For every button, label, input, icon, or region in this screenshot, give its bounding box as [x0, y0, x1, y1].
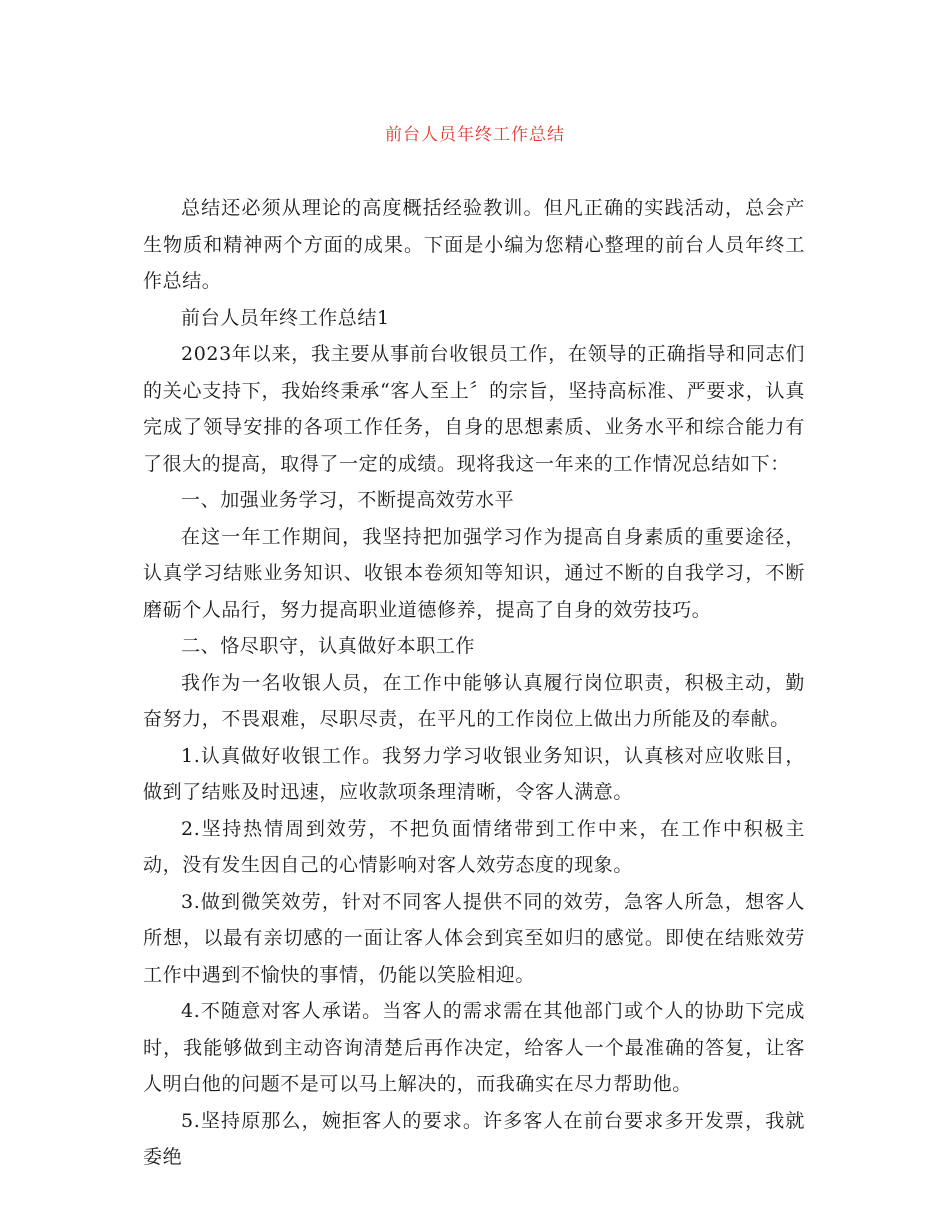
document-title: 前台人员年终工作总结	[385, 125, 565, 145]
section-heading: 前台人员年终工作总结1	[181, 306, 390, 329]
section-heading: 一、加强业务学习，不断提高效劳水平	[181, 489, 515, 511]
body-paragraph: 在这一年工作期间，我坚持把加强学习作为提高自身素质的重要途径，认真学习结账业务知识、收银本卷须知等知识，通过不断的自我学习，不断磨砺个人品行，努力提高职业道德修养，提高了自身的效劳技巧。	[143, 525, 805, 621]
list-item: 1.认真做好收银工作。我努力学习收银业务知识，认真核对应收账目，做到了结账及时迅速，应收款项条理清晰，令客人满意。	[143, 744, 805, 803]
body-paragraph: 我作为一名收银人员，在工作中能够认真履行岗位职责，积极主动，勤奋努力，不畏艰难，尽职尽责，在平凡的工作岗位上做出力所能及的奉献。	[143, 671, 805, 730]
list-item: 5.坚持原那么，婉拒客人的要求。许多客人在前台要求多开发票，我就委绝	[143, 1109, 805, 1168]
list-item: 3.做到微笑效劳，针对不同客人提供不同的效劳，急客人所急，想客人所想，以最有亲切感的一面让客人体会到宾至如归的感觉。即使在结账效劳工作中遇到不愉快的事情，仍能以笑脸相迎。	[143, 890, 805, 986]
body-paragraph: 2023年以来，我主要从事前台收银员工作，在领导的正确指导和同志们的关心支持下，我始终秉承“客人至上〞的宗旨，坚持高标准、严要求，认真完成了领导安排的各项工作任务，自身的思想素质、业务水平和综合能力有了很大的提高，取得了一定的成绩。现将我这一年来的工作情况总结如下：	[143, 343, 805, 475]
section-heading: 二、恪尽职守，认真做好本职工作	[181, 635, 476, 657]
document-body	[143, 190, 805, 1176]
list-item: 2.坚持热情周到效劳，不把负面情绪带到工作中来，在工作中积极主动，没有发生因自己的心情影响对客人效劳态度的现象。	[143, 817, 805, 876]
list-item: 4.不随意对客人承诺。当客人的需求需在其他部门或个人的协助下完成时，我能够做到主动咨询清楚后再作决定，给客人一个最准确的答复，让客人明白他的问题不是可以马上解决的，而我确实在尽力帮助他。	[143, 1000, 805, 1095]
intro-paragraph: 总结还必须从理论的高度概括经验教训。但凡正确的实践活动，总会产生物质和精神两个方面的成果。下面是小编为您精心整理的前台人员年终工作总结。	[143, 197, 805, 292]
